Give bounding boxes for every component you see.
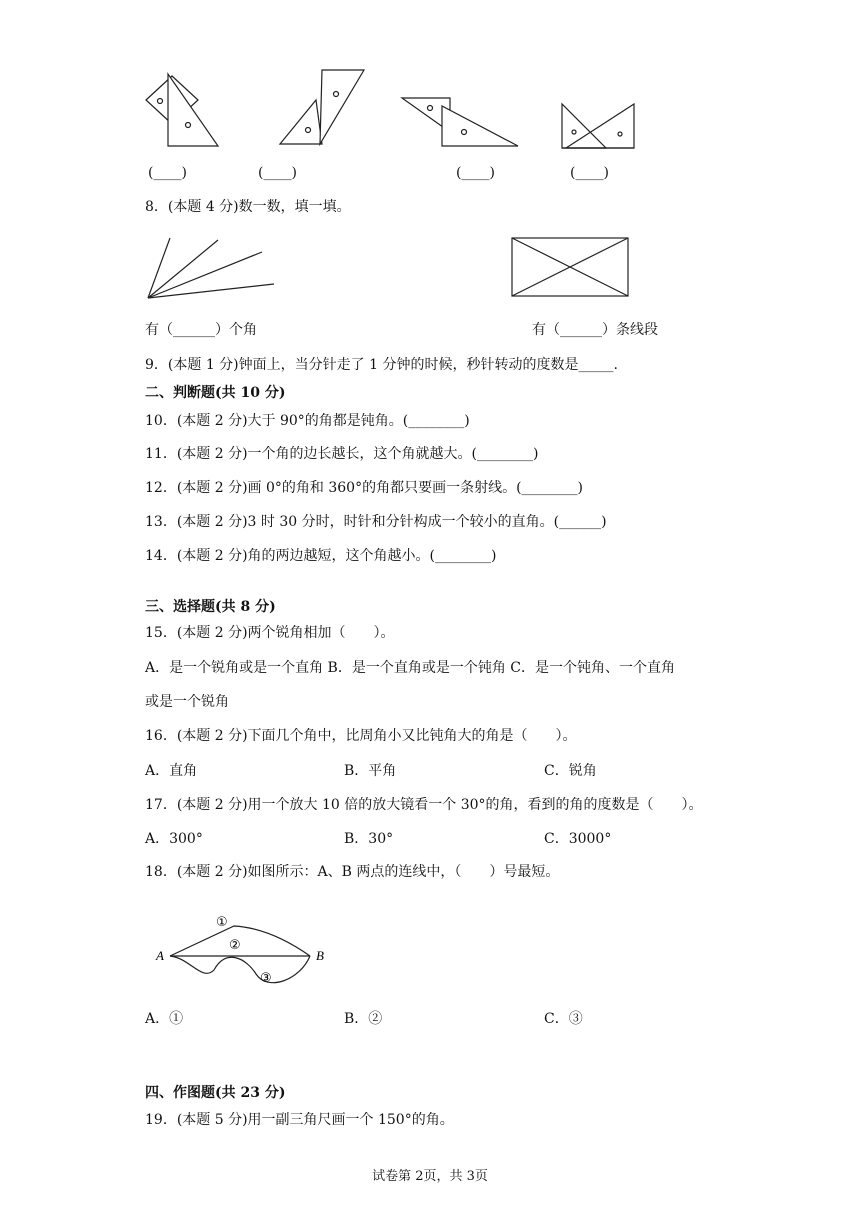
question-14[interactable]: 14．(本题 2 分)角的两边越短，这个角越小。(________) — [145, 548, 497, 564]
point-a-label: A — [156, 948, 164, 963]
question-13[interactable]: 13．(本题 2 分)3 时 30 分时，时针和分针构成一个较小的直角。(______) — [145, 514, 607, 530]
question-15: 15．(本题 2 分)两个锐角相加（ ）。 — [145, 625, 395, 641]
path-2-label: ② — [229, 938, 241, 953]
q18-option-c[interactable]: C．③ — [544, 1011, 583, 1027]
q8-angles-answer[interactable]: 有（______）个角 — [145, 322, 257, 338]
rays-figure — [142, 234, 282, 304]
q15-options-line1[interactable]: A．是一个锐角或是一个直角 B．是一个直角或是一个钝角 C．是一个钝角、一个直角 — [145, 660, 676, 676]
q17-option-a[interactable]: A．300° — [145, 831, 203, 847]
q16-option-a[interactable]: A．直角 — [145, 763, 198, 779]
point-b-label: B — [316, 948, 324, 963]
q18-option-a[interactable]: A．① — [145, 1011, 184, 1027]
set-square-figure-1 — [140, 70, 230, 152]
question-18: 18．(本题 2 分)如图所示：A、B 两点的连线中，（ ）号最短。 — [145, 864, 560, 880]
blank-fig3[interactable]: (____) — [456, 165, 495, 181]
path-1-label: ① — [216, 915, 228, 930]
section-3-title: 三、选择题(共 8 分) — [145, 599, 276, 615]
set-square-figure-4 — [556, 98, 646, 152]
blank-fig2[interactable]: (____) — [258, 165, 297, 181]
q15-options-line2[interactable]: 或是一个锐角 — [145, 694, 229, 710]
rectangle-figure — [508, 234, 632, 300]
question-9[interactable]: 9．(本题 1 分)钟面上，当分针走了 1 分钟的时候，秒针转动的度数是_____. — [145, 357, 618, 373]
set-square-figure-3 — [396, 88, 526, 152]
question-17: 17．(本题 2 分)用一个放大 10 倍的放大镜看一个 30°的角，看到的角的度数是（ ）。 — [145, 797, 703, 813]
q8-segments-answer[interactable]: 有（______）条线段 — [532, 322, 658, 338]
set-square-figure-2 — [272, 66, 372, 152]
q16-option-b[interactable]: B．平角 — [344, 763, 397, 779]
blank-fig4[interactable]: (____) — [570, 165, 609, 181]
question-10[interactable]: 10．(本题 2 分)大于 90°的角都是钝角。(________) — [145, 413, 470, 429]
question-19: 19．(本题 5 分)用一副三角尺画一个 150°的角。 — [145, 1112, 454, 1128]
q16-option-c[interactable]: C．锐角 — [544, 763, 597, 779]
q18-option-b[interactable]: B．② — [344, 1011, 383, 1027]
question-16: 16．(本题 2 分)下面几个角中，比周角小又比钝角大的角是（ ）。 — [145, 728, 577, 744]
question-12[interactable]: 12．(本题 2 分)画 0°的角和 360°的角都只要画一条射线。(________) — [145, 480, 583, 496]
path-3-label: ③ — [260, 971, 272, 986]
question-11[interactable]: 11．(本题 2 分)一个角的边长越长，这个角就越大。(________) — [145, 446, 539, 462]
question-8: 8．(本题 4 分)数一数，填一填。 — [145, 199, 351, 215]
q17-option-c[interactable]: C．3000° — [544, 831, 612, 847]
section-2-title: 二、判断题(共 10 分) — [145, 385, 286, 401]
ab-paths-figure — [150, 908, 340, 992]
blank-fig1[interactable]: (____) — [148, 165, 187, 181]
section-4-title: 四、作图题(共 23 分) — [145, 1085, 286, 1101]
page-footer: 试卷第 2页，共 3页 — [372, 1169, 488, 1184]
q17-option-b[interactable]: B．30° — [344, 831, 394, 847]
